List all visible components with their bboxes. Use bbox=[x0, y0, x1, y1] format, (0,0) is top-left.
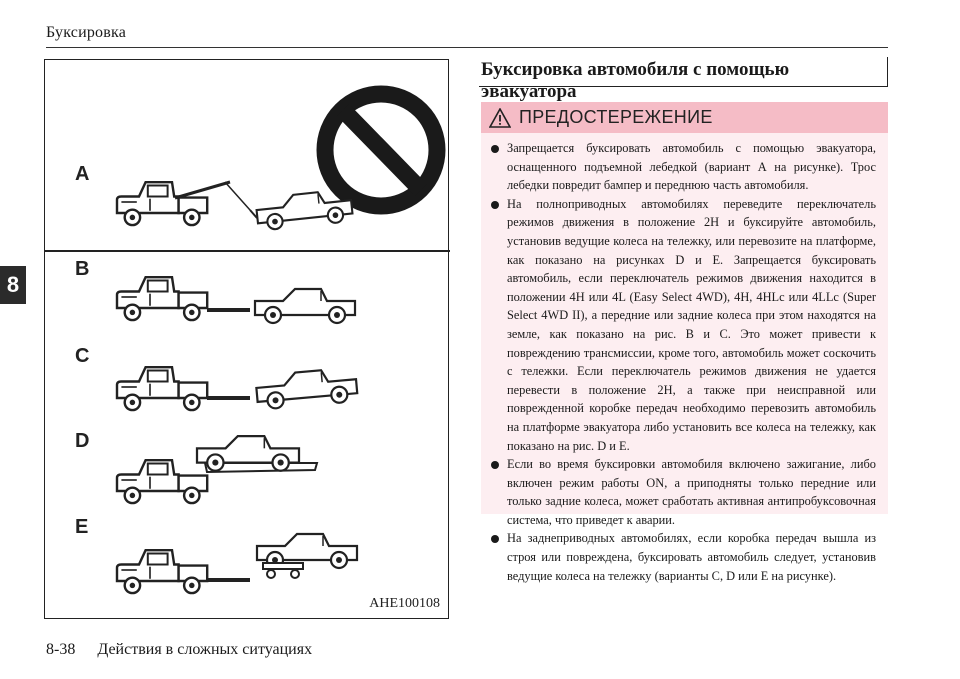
figure-label-c: C bbox=[75, 345, 90, 367]
chapter-name: Действия в сложных ситуациях bbox=[97, 641, 313, 658]
header-divider bbox=[46, 47, 888, 48]
page-number: 8-38 bbox=[46, 641, 76, 658]
figure-label-b: B bbox=[75, 258, 90, 280]
towing-drawings bbox=[45, 60, 450, 620]
warning-triangle-icon bbox=[489, 108, 511, 128]
section-title: Буксировка автомобиля с помощью эвакуатора bbox=[479, 57, 888, 87]
scene-d-flatbed bbox=[117, 436, 317, 503]
page-footer bbox=[46, 641, 312, 659]
scene-c-rear-lift bbox=[117, 367, 358, 410]
scene-a-winch-truck bbox=[117, 182, 353, 231]
prohibited-sign-icon bbox=[325, 94, 437, 206]
figure-label-a: A bbox=[75, 163, 90, 185]
figure-code: AHE100108 bbox=[369, 596, 440, 611]
list-item: Запрещается буксировать автомобиль с помощью эвакуатора, оснащенного подъемной лебедкой (вариант А на рисунке). Трос лебедки повредит бампер и переднюю часть автомобиля. bbox=[489, 139, 876, 195]
warning-title: ПРЕДОСТЕРЕЖЕНИЕ bbox=[519, 107, 713, 127]
warning-box bbox=[481, 102, 888, 583]
list-item: На заднеприводных автомобилях, если коробка передач вышла из строя или повреждена, буксировать автомобиль следует, установив ведущие колеса на тележку (варианты C, D или E на рисунке). bbox=[489, 529, 876, 585]
bullet-icon bbox=[491, 535, 499, 543]
list-item: На полноприводных автомобилях переведите переключатель режимов движения в положение 2H и буксируйте автомобиль, установив ведущие колеса на тележку, или перевозите на платформе, как показано на рисунках D и E. Запрещается буксировать автомобиль, если переключатель режимов движения находится в положении 4H или 4L (Easy Select 4WD), 4H, 4HLc или 4LLc (Super Select 4WD II), а передние или задние колеса при этом находятся на земле, как показано на рис. B и C. Это может привести к повреждению трансмиссии, кроме того, автомобиль может соскочить с тележки. Если переключатель режимов движения не удается перевести в положение 2H, а также при неисправной или поврежденной коробке передач необходимо перевозить автомобиль на платформе эвакуатора либо установить все колеса на тележку, как показано на рис. D и E. bbox=[489, 195, 876, 455]
list-item: Если во время буксировки автомобиля включено зажигание, либо включен режим работы ON, а приподняты только передние или только задние колеса, может сработать активная антипробуксовочная система, что приведет к аварии. bbox=[489, 455, 876, 529]
chapter-tab: 8 bbox=[0, 266, 26, 304]
bullet-icon bbox=[491, 145, 499, 153]
running-header: Буксировка bbox=[46, 24, 127, 41]
warning-list bbox=[481, 139, 888, 585]
figure-label-d: D bbox=[75, 430, 90, 452]
bullet-icon bbox=[491, 201, 499, 209]
figure-label-e: E bbox=[75, 516, 89, 538]
warning-header bbox=[481, 102, 888, 133]
bullet-icon bbox=[491, 461, 499, 469]
scene-b-wheel-lift bbox=[117, 277, 355, 323]
towing-illustration bbox=[44, 59, 449, 619]
scene-e-dolly bbox=[117, 534, 357, 593]
